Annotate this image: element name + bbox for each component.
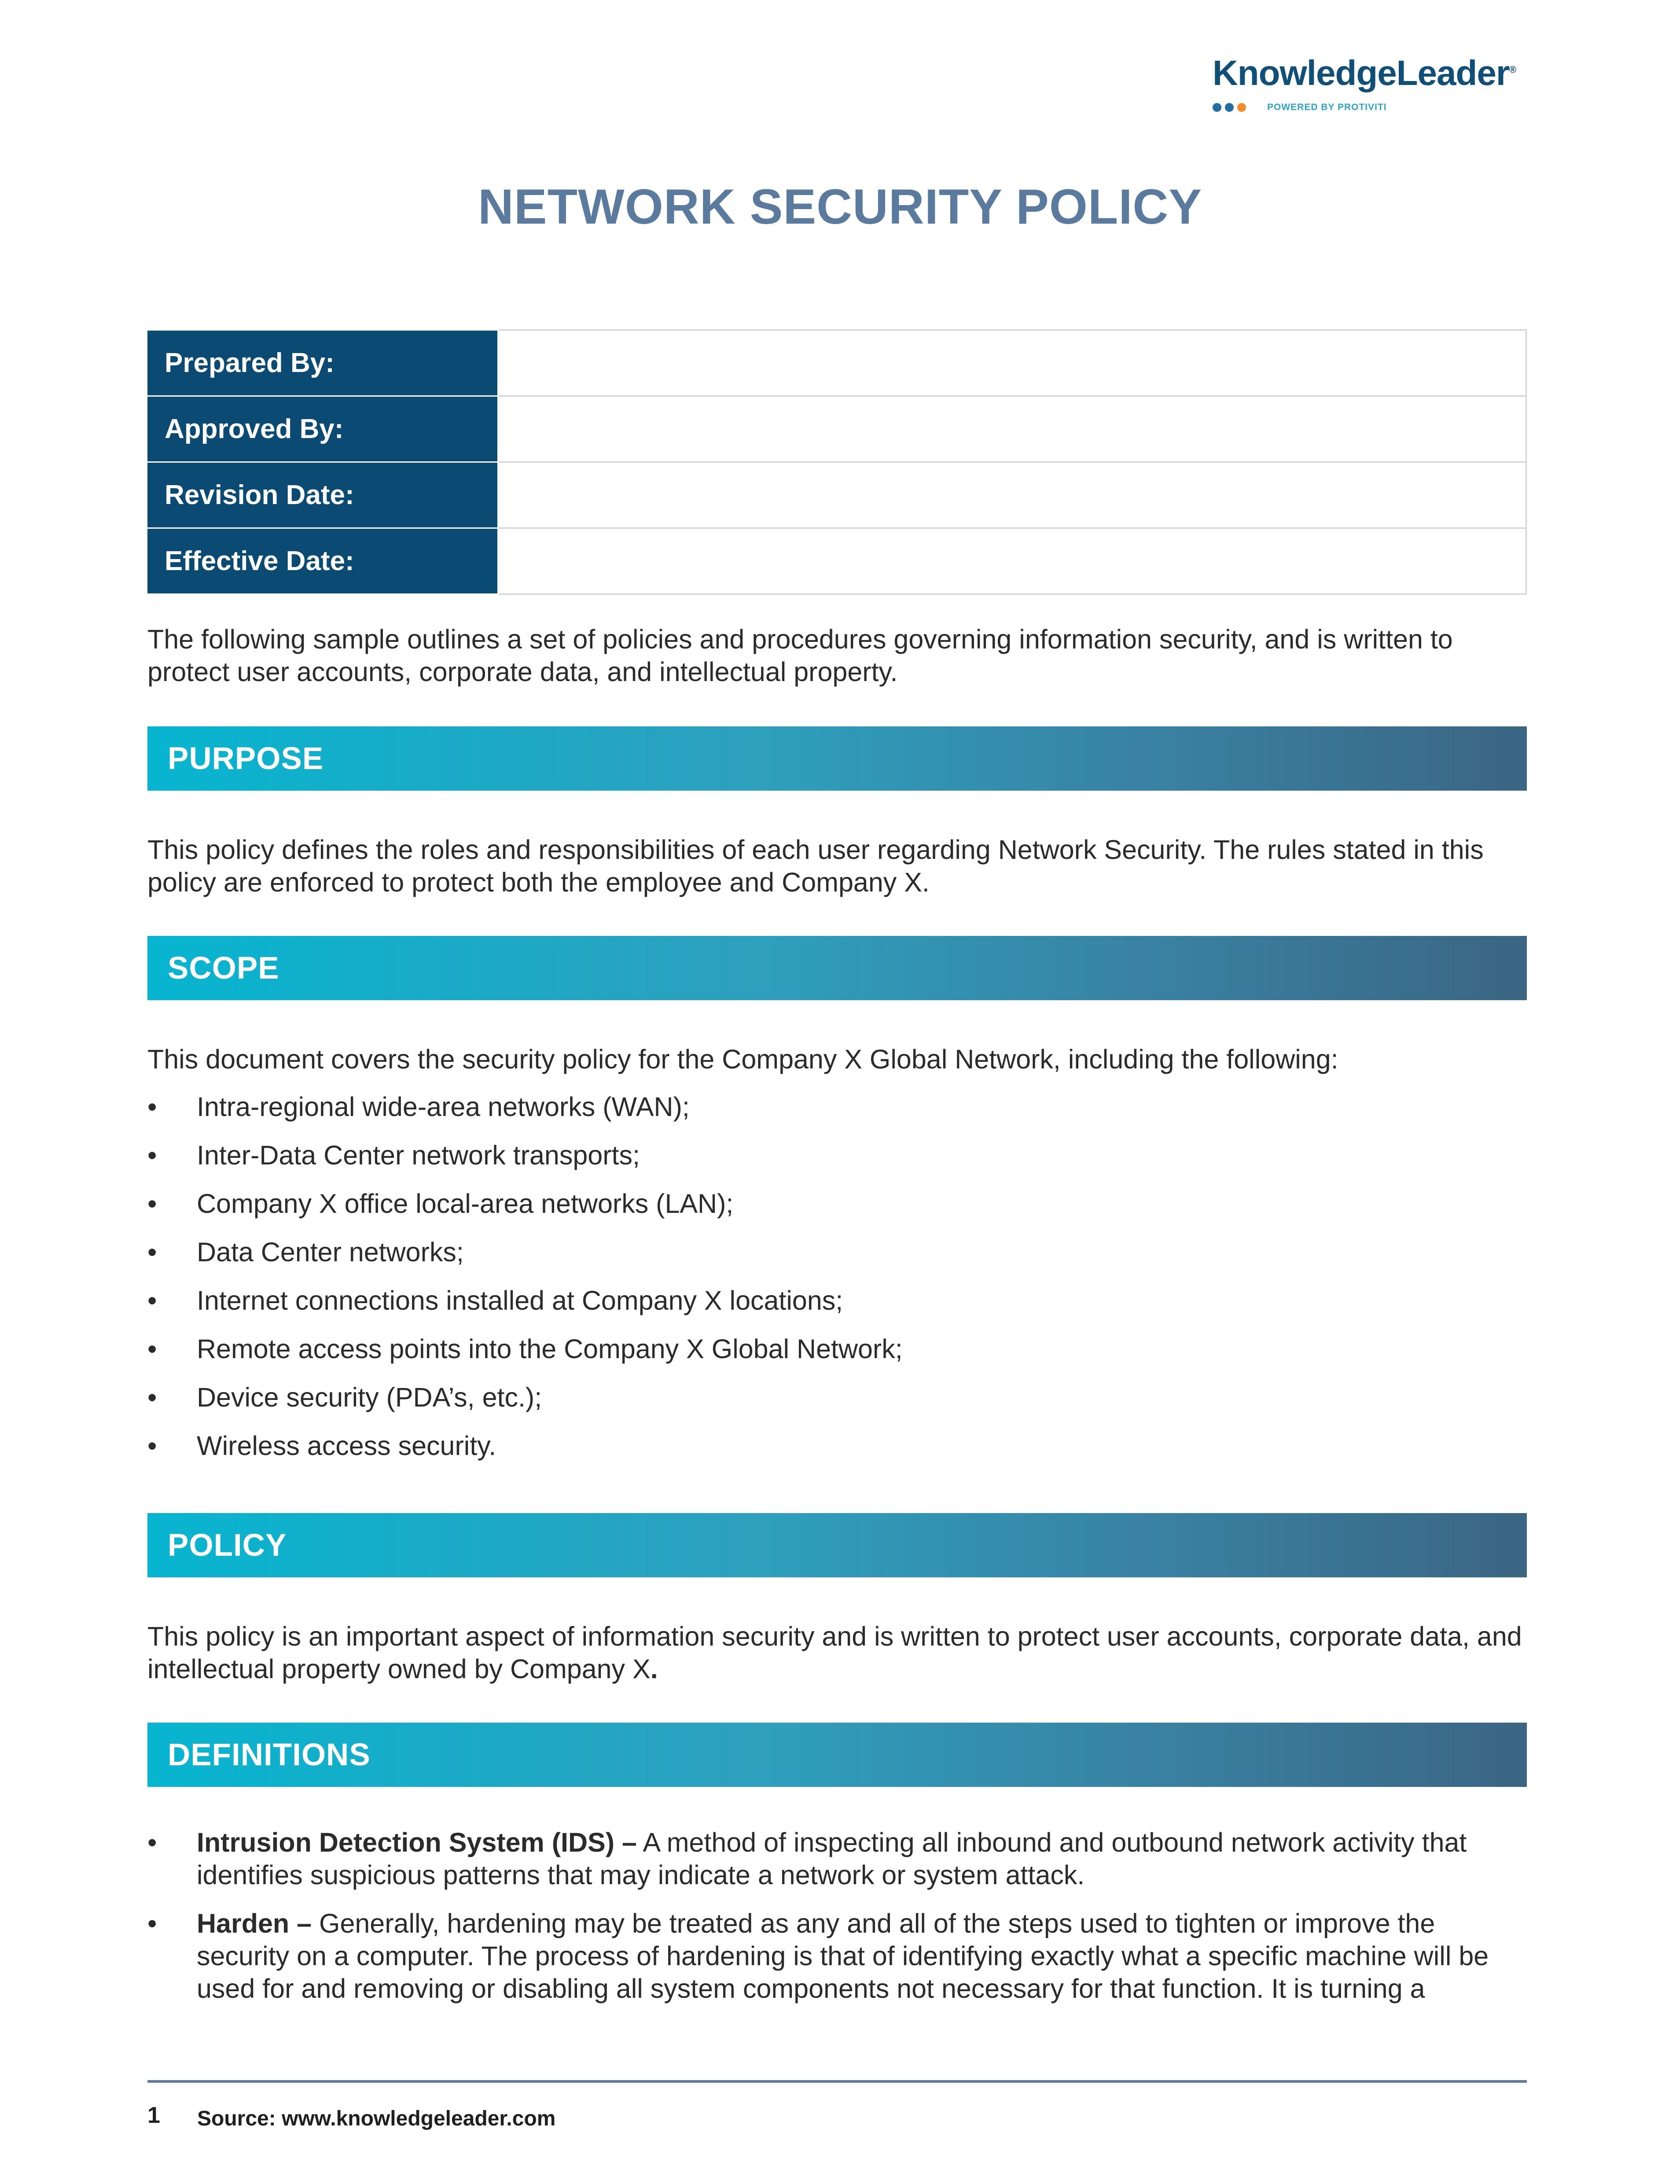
- definition-text: Generally, hardening may be treated as any and all of the steps used to tighten or improve the security on a computer. The process of hardening is that of identifying exactly what a specific machine will be used for and removing or disabling all system components not necessary for that function. It is turning a: [197, 1908, 1489, 2004]
- document-title: NETWORK SECURITY POLICY: [478, 179, 1202, 234]
- definition-term: Harden –: [197, 1908, 312, 1938]
- revision-date-label: Revision Date:: [148, 462, 498, 528]
- policy-text: This policy is an important aspect of information security and is written to protect user accounts, corporate data, and intellectual property owned by Company X: [147, 1621, 1522, 1684]
- logo-dot-1: [1213, 103, 1221, 112]
- effective-date-label: Effective Date:: [148, 528, 498, 594]
- scope-section-header: [147, 936, 1527, 1000]
- scope-paragraph: This document covers the security policy for the Company X Global Network, including the following:: [147, 1044, 1338, 1074]
- bullet-glyph: •: [147, 1092, 157, 1122]
- list-item: [147, 1826, 1527, 1891]
- logo-subline: [1213, 102, 1387, 113]
- bullet-glyph: •: [147, 1285, 157, 1315]
- logo-dot-3: [1237, 103, 1246, 112]
- scope-item-text: Company X office local-area networks (LAN);: [197, 1189, 734, 1219]
- list-item: [147, 1187, 1527, 1236]
- table-row: [148, 330, 1526, 396]
- purpose-section-header: [147, 726, 1527, 791]
- scope-item-text: Remote access points into the Company X Global Network;: [197, 1334, 903, 1364]
- logo-dot-2: [1225, 103, 1234, 112]
- definition-text: A method of inspecting all inbound and outbound network activity that identifies suspicious patterns that may indicate a network or system attack.: [197, 1827, 1467, 1890]
- table-row: [148, 462, 1526, 528]
- table-row: [148, 396, 1526, 462]
- prepared-by-label: Prepared By:: [148, 330, 498, 396]
- approved-by-value[interactable]: [498, 396, 1526, 462]
- scope-item-text: Device security (PDA’s, etc.);: [197, 1382, 542, 1412]
- approved-by-label: Approved By:: [148, 396, 498, 462]
- list-item: [147, 1139, 1527, 1187]
- list-item: [147, 1236, 1527, 1284]
- list-item: [147, 1284, 1527, 1333]
- logo-tagline: POWERED BY PROTIVITI: [1267, 102, 1387, 112]
- bullet-glyph: •: [147, 1382, 157, 1412]
- scope-list: [147, 1090, 1527, 1478]
- list-item: [147, 1333, 1527, 1381]
- list-item: [147, 1429, 1527, 1478]
- bullet-glyph: •: [147, 1237, 157, 1267]
- document-info-table: [147, 329, 1527, 595]
- scope-item-text: Data Center networks;: [197, 1237, 464, 1267]
- scope-item-text: Wireless access security.: [197, 1431, 496, 1461]
- effective-date-value[interactable]: [498, 528, 1526, 594]
- purpose-heading: PURPOSE: [168, 741, 324, 776]
- bullet-glyph: •: [147, 1140, 157, 1170]
- scope-heading: SCOPE: [168, 950, 279, 986]
- policy-paragraph: [147, 1620, 1527, 1685]
- footer-divider: [147, 2080, 1527, 2083]
- scope-item-text: Intra-regional wide-area networks (WAN);: [197, 1092, 690, 1122]
- list-item: [147, 1381, 1527, 1429]
- definitions-heading: DEFINITIONS: [168, 1737, 371, 1772]
- intro-paragraph: The following sample outlines a set of policies and procedures governing information security, and is written to protect user accounts, corporate data, and intellectual property.: [147, 624, 1453, 687]
- definitions-list: [147, 1826, 1527, 2021]
- bullet-glyph: •: [147, 1431, 157, 1461]
- logo-wordmark: KnowledgeLeader®: [1213, 53, 1516, 92]
- scope-item-text: Internet connections installed at Company X locations;: [197, 1285, 843, 1315]
- purpose-paragraph: This policy defines the roles and responsibilities of each user regarding Network Security. The rules stated in this policy are enforced to protect both the employee and Company X.: [147, 835, 1484, 897]
- bullet-glyph: •: [147, 1827, 157, 1857]
- source-text: Source: www.knowledgeleader.com: [197, 2107, 556, 2130]
- policy-heading: POLICY: [168, 1528, 287, 1563]
- definitions-section-header: [147, 1723, 1527, 1787]
- knowledgeleader-logo: [1213, 53, 1525, 123]
- prepared-by-value[interactable]: [498, 330, 1526, 396]
- list-item: [147, 1090, 1527, 1139]
- bullet-glyph: •: [147, 1334, 157, 1364]
- definition-term: Intrusion Detection System (IDS) –: [197, 1827, 637, 1857]
- bullet-glyph: •: [147, 1189, 157, 1219]
- page-number: 1: [147, 2103, 160, 2128]
- scope-item-text: Inter-Data Center network transports;: [197, 1140, 640, 1170]
- bullet-glyph: •: [147, 1908, 157, 1938]
- list-item: [147, 1907, 1527, 2005]
- table-row: [148, 528, 1526, 594]
- policy-period: .: [650, 1654, 658, 1684]
- revision-date-value[interactable]: [498, 462, 1526, 528]
- policy-section-header: [147, 1513, 1527, 1577]
